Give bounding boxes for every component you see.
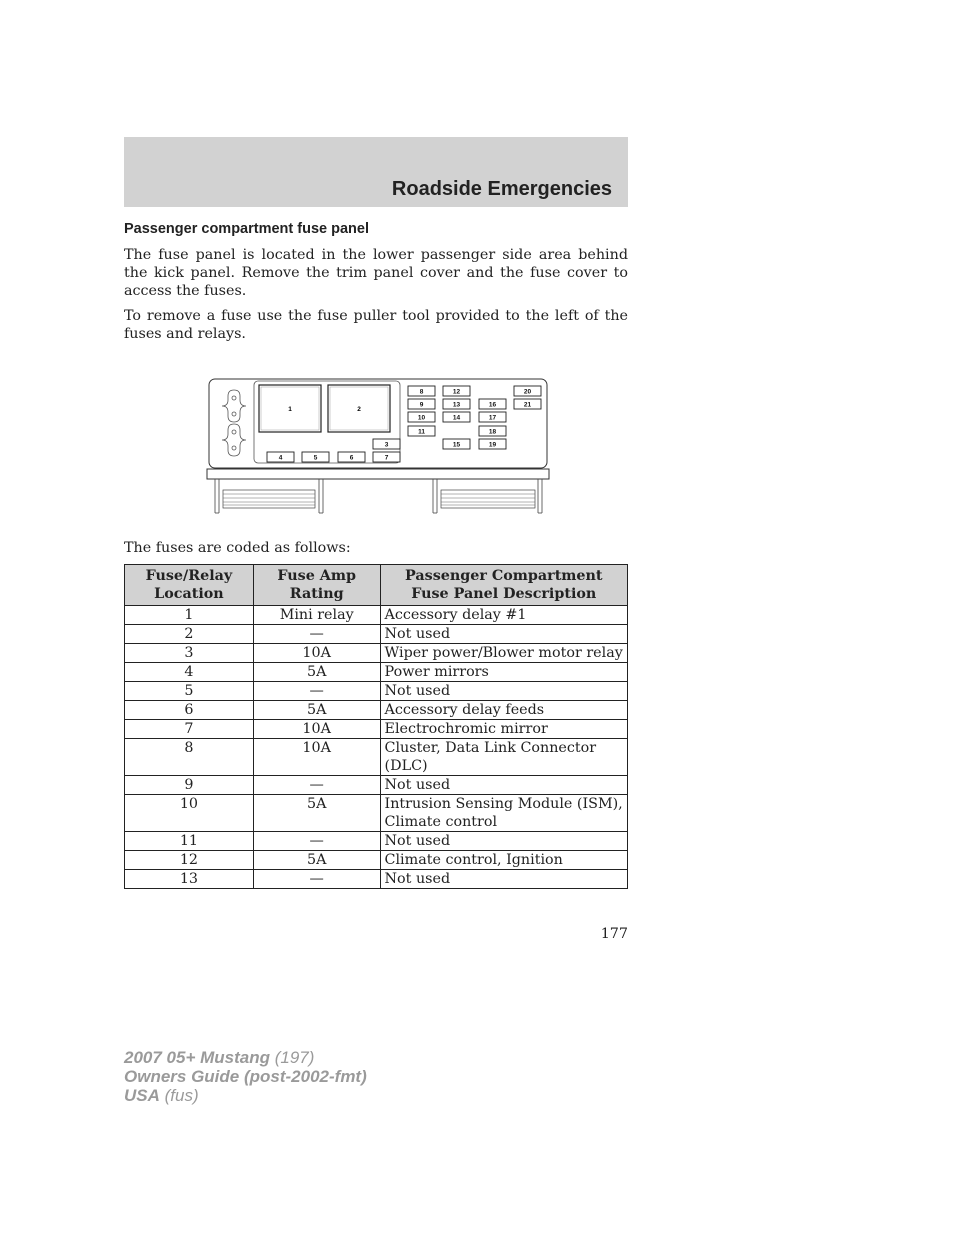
cell-description: Power mirrors: [380, 663, 627, 682]
table-row: [125, 606, 628, 625]
cell-location: 12: [125, 851, 254, 870]
section-heading: Passenger compartment fuse panel: [124, 221, 369, 237]
cell-description: Intrusion Sensing Module (ISM), Climate control: [380, 795, 627, 832]
fuse-label-10: 10: [417, 414, 426, 422]
table-row: [125, 776, 628, 795]
cell-location: 1: [125, 606, 254, 625]
relay-1: [259, 385, 321, 432]
cell-amp: 10A: [253, 720, 380, 739]
cell-amp: 10A: [253, 739, 380, 776]
table-row: [125, 795, 628, 832]
fuse-label-17: 17: [488, 414, 497, 422]
cell-amp: —: [253, 776, 380, 795]
header-description: Passenger Compartment Fuse Panel Description: [380, 565, 627, 606]
fuse-label-1: 1: [288, 406, 292, 413]
table-row: [125, 663, 628, 682]
table-row: [125, 701, 628, 720]
fuse-panel-diagram: [205, 376, 551, 516]
cell-location: 2: [125, 625, 254, 644]
fuse-label-13: 13: [452, 401, 461, 409]
table-row: [125, 644, 628, 663]
cell-location: 8: [125, 739, 254, 776]
relay-2: [328, 385, 390, 432]
cell-description: Accessory delay #1: [380, 606, 627, 625]
cell-location: 10: [125, 795, 254, 832]
table-header-row: [125, 565, 628, 606]
table-row: [125, 720, 628, 739]
cell-description: Electrochromic mirror: [380, 720, 627, 739]
page-number: 177: [600, 926, 628, 942]
header-amp: Fuse Amp Rating: [253, 565, 380, 606]
fuse-label-8: 8: [419, 388, 424, 396]
cell-amp: 5A: [253, 795, 380, 832]
cell-description: Not used: [380, 625, 627, 644]
cell-amp: 5A: [253, 851, 380, 870]
table-row: [125, 832, 628, 851]
header-band: [124, 137, 628, 207]
footer-market: USA: [124, 1086, 160, 1105]
fuse-label-20: 20: [523, 388, 532, 396]
fuse-label-5: 5: [313, 454, 318, 462]
fuse-label-14: 14: [452, 414, 461, 422]
cell-amp: 5A: [253, 663, 380, 682]
paragraph-location: The fuse panel is located in the lower passenger side area behind the kick panel. Remove the trim panel cover and the fuse cover to access the fuses.: [124, 247, 628, 299]
fuse-label-12: 12: [452, 388, 461, 396]
fuse-label-7: 7: [384, 454, 389, 462]
cell-location: 11: [125, 832, 254, 851]
cell-description: Not used: [380, 682, 627, 701]
fuse-label-16: 16: [488, 401, 497, 409]
table-intro: The fuses are coded as follows:: [124, 540, 351, 556]
cell-description: Cluster, Data Link Connector (DLC): [380, 739, 627, 776]
fuse-label-4: 4: [278, 454, 283, 462]
footer-line-3: [124, 1086, 367, 1105]
fuse-table: [124, 564, 628, 889]
table-row: [125, 625, 628, 644]
cell-amp: Mini relay: [253, 606, 380, 625]
cell-location: 4: [125, 663, 254, 682]
fuse-label-19: 19: [488, 441, 497, 449]
fuse-label-6: 6: [349, 454, 354, 462]
panel-base: [207, 469, 549, 479]
cell-description: Not used: [380, 776, 627, 795]
fuse-label-3: 3: [384, 441, 389, 449]
cell-amp: 5A: [253, 701, 380, 720]
cell-location: 5: [125, 682, 254, 701]
cell-location: 3: [125, 644, 254, 663]
cell-amp: —: [253, 870, 380, 889]
fuse-label-21: 21: [523, 401, 532, 409]
footer-line-1: [124, 1048, 367, 1067]
fuse-label-9: 9: [419, 401, 424, 409]
cell-location: 13: [125, 870, 254, 889]
cell-location: 6: [125, 701, 254, 720]
footer-doc-info: [124, 1048, 367, 1105]
cell-amp: —: [253, 832, 380, 851]
fuse-label-2: 2: [357, 406, 361, 413]
fuse-label-18: 18: [488, 428, 497, 436]
cell-description: Accessory delay feeds: [380, 701, 627, 720]
cell-amp: —: [253, 682, 380, 701]
table-row: [125, 851, 628, 870]
table-row: [125, 682, 628, 701]
paragraph-removal: To remove a fuse use the fuse puller tool provided to the left of the fuses and relays.: [124, 308, 628, 342]
cell-location: 9: [125, 776, 254, 795]
cell-amp: 10A: [253, 644, 380, 663]
cell-description: Wiper power/Blower motor relay: [380, 644, 627, 663]
cell-amp: —: [253, 625, 380, 644]
chapter-title: Roadside Emergencies: [391, 178, 612, 200]
cell-location: 7: [125, 720, 254, 739]
footer-model: 2007 05+ Mustang: [124, 1048, 270, 1067]
footer-model-code: (197): [274, 1048, 315, 1067]
footer-line-2: [124, 1067, 367, 1086]
fuse-label-11: 11: [418, 428, 425, 436]
table-row: [125, 739, 628, 776]
clip-slats: [223, 490, 535, 508]
fuse-label-15: 15: [452, 441, 461, 449]
cell-description: Climate control, Ignition: [380, 851, 627, 870]
footer-guide: Owners Guide (post-2002-fmt): [124, 1067, 367, 1086]
table-row: [125, 870, 628, 889]
footer-market-code: (fus): [164, 1086, 199, 1105]
header-location: Fuse/Relay Location: [125, 565, 254, 606]
cell-description: Not used: [380, 832, 627, 851]
cell-description: Not used: [380, 870, 627, 889]
